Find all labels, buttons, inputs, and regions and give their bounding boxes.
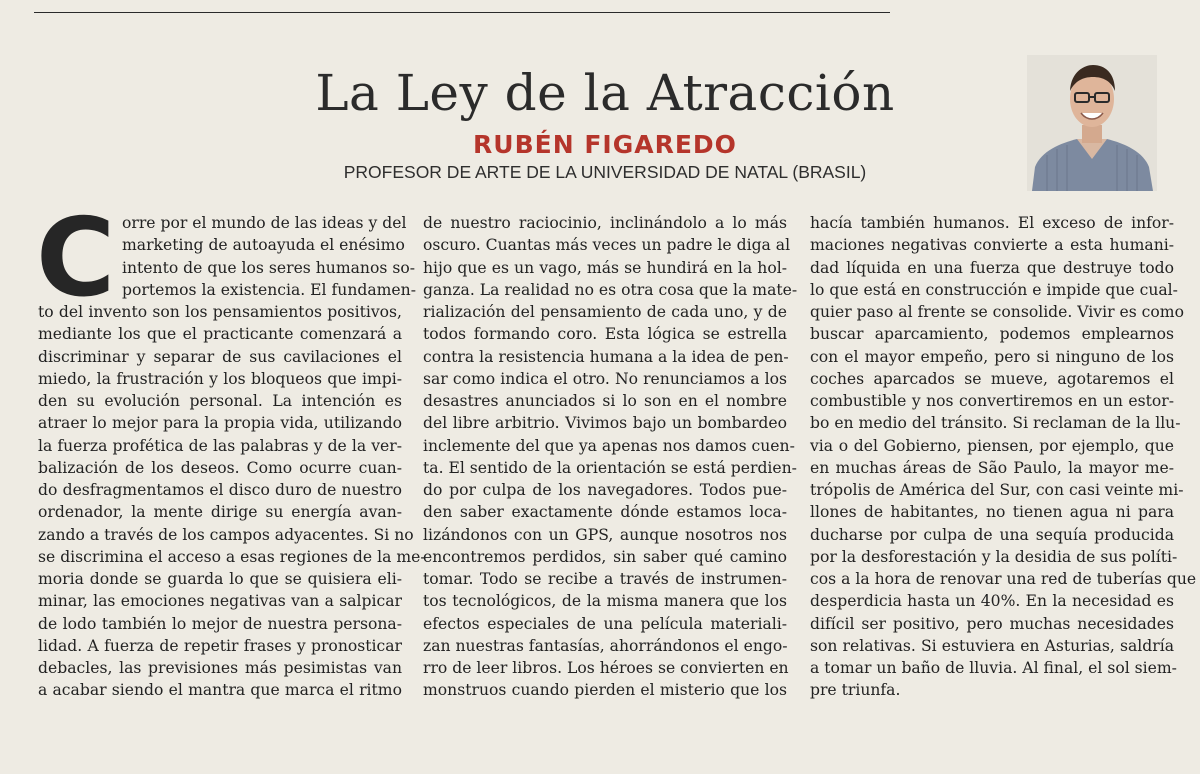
- article-line: monstruos cuando pierden el misterio que los: [423, 681, 787, 700]
- article-line: llones de habitantes, no tienen agua ni para: [810, 503, 1174, 522]
- author-name: RUBÉN FIGAREDO: [473, 130, 737, 159]
- article-line: de nuestro raciocinio, inclinándolo a lo más: [423, 214, 787, 232]
- article-line: trópolis de América del Sur, con casi veinte mi-: [810, 481, 1184, 499]
- article-line: den saber exactamente dónde estamos loca-: [423, 503, 787, 522]
- article-line: del libre arbitrio. Vivimos bajo un bombardeo: [423, 414, 787, 433]
- article-line: intento de que los seres humanos so-: [122, 258, 415, 277]
- article-line: de lodo también lo mejor de nuestra persona-: [38, 614, 402, 633]
- article-line: difícil ser positivo, pero muchas necesidades: [810, 614, 1174, 633]
- article-line: oscuro. Cuantas más veces un padre le diga al: [423, 236, 791, 255]
- article-line: tos tecnológicos, de la misma manera que los: [423, 592, 787, 611]
- article-line: ganza. La realidad no es otra cosa que la mate-: [423, 280, 798, 299]
- article-line: encontremos perdidos, sin saber qué camino: [423, 547, 787, 566]
- article-line: moria donde se guarda lo que se quisiera eli-: [38, 570, 402, 588]
- article-line: to del invento son los pensamientos positivos,: [38, 303, 402, 321]
- article-line: hijo que es un vago, más se hundirá en la hol-: [423, 258, 787, 277]
- article-line: se discrimina el acceso a esas regiones de la me-: [38, 547, 426, 566]
- article-column-1: [36, 196, 426, 702]
- article-line: contra la resistencia humana a la idea de pen-: [423, 347, 789, 366]
- article-line: ta. El sentido de la orientación se está perdien-: [423, 458, 797, 477]
- article-line: sar como indica el otro. No renunciamos a los: [423, 369, 787, 388]
- article-line: combustible y nos convertiremos en un estor-: [810, 392, 1174, 410]
- article-line: lo que está en construcción e impide que cual-: [810, 280, 1178, 299]
- headline: La Ley de la Atracción: [315, 64, 895, 122]
- article-line: rialización del pensamiento de cada uno, y de: [423, 303, 787, 321]
- article-line: cos a la hora de renovar una red de tuberías que: [810, 570, 1197, 588]
- article-line: do por culpa de los navegadores. Todos pue-: [423, 481, 787, 499]
- top-rule: [34, 12, 890, 13]
- article-line: ordenador, la mente dirige su energía avan-: [38, 503, 402, 522]
- article-line: mediante los que el practicante comenzará a: [38, 325, 402, 344]
- article-column-2: [423, 212, 798, 702]
- article-line: zando a través de los campos adyacentes. Si no: [38, 525, 414, 544]
- article-line: por la desforestación y la desidia de sus políti-: [810, 547, 1178, 566]
- article-line: debacles, las previsiones más pesimistas van: [38, 659, 402, 677]
- article-line: orre por el mundo de las ideas y del: [122, 214, 407, 232]
- article-line: lizándonos con un GPS, aunque nosotros nos: [423, 525, 787, 544]
- article-line: hacía también humanos. El exceso de infor-: [810, 214, 1174, 232]
- article-line: dad líquida en una fuerza que destruye todo: [810, 258, 1174, 277]
- article-line: bo en medio del tránsito. Si reclaman de la llu-: [810, 414, 1181, 433]
- article-line: a tomar un baño de lluvia. Al final, el sol siem-: [810, 659, 1177, 677]
- article-line: miedo, la frustración y los bloqueos que impi-: [38, 369, 402, 388]
- article-line: do desfragmentamos el disco duro de nuestro: [38, 481, 402, 499]
- article-line: tomar. Todo se recibe a través de instrumen-: [423, 570, 787, 588]
- article-line: con el mayor empeño, pero si ninguno de los: [810, 347, 1174, 366]
- author-portrait-image: [1027, 55, 1157, 191]
- drop-cap: C: [36, 196, 116, 321]
- article-line: den su evolución personal. La intención es: [38, 392, 402, 410]
- article-line: discriminar y separar de sus cavilaciones el: [38, 347, 402, 366]
- article-line: todos formando coro. Esta lógica se estrella: [423, 325, 787, 344]
- author-role: PROFESOR DE ARTE DE LA UNIVERSIDAD DE NATAL (BRASIL): [343, 162, 867, 182]
- article-line: efectos especiales de una película materiali-: [423, 614, 787, 633]
- article-line: son relativas. Si estuviera en Asturias, saldría: [810, 636, 1174, 655]
- article-column-3: [810, 212, 1197, 702]
- article-line: atraer lo mejor para la propia vida, utilizando: [38, 414, 402, 433]
- article-line: desperdicia hasta un 40%. En la necesidad es: [810, 592, 1174, 611]
- article-line: inclemente del que ya apenas nos damos cuen-: [423, 436, 795, 455]
- article-line: balización de los deseos. Como ocurre cuan-: [38, 458, 402, 477]
- article-line: desastres anunciados si lo son en el nombre: [423, 392, 787, 410]
- article-line: portemos la existencia. El fundamen-: [122, 280, 416, 299]
- article-line: marketing de autoayuda el enésimo: [122, 236, 405, 255]
- article-line: coches aparcados se mueve, agotaremos el: [810, 369, 1174, 388]
- article-line: ducharse por culpa de una sequía producida: [810, 525, 1174, 544]
- article-line: la fuerza profética de las palabras y de la ver-: [38, 436, 402, 455]
- article-line: en muchas áreas de São Paulo, la mayor me-: [810, 458, 1174, 477]
- article-line: via o del Gobierno, piensen, por ejemplo, que: [810, 436, 1174, 455]
- article-line: minar, las emociones negativas van a salpicar: [38, 592, 402, 611]
- article-line: buscar aparcamiento, podemos emplearnos: [810, 325, 1174, 344]
- article-line: a acabar siendo el mantra que marca el ritmo: [38, 681, 402, 700]
- article-line: quier paso al frente se consolide. Vivir es como: [810, 303, 1184, 321]
- article-line: rro de leer libros. Los héroes se convierten en: [423, 659, 789, 677]
- article-line: lidad. A fuerza de repetir frases y pronosticar: [38, 636, 402, 655]
- article-line: zan nuestras fantasías, ahorrándonos el engo-: [423, 636, 788, 655]
- article-line: pre triunfa.: [810, 681, 901, 700]
- article-line: maciones negativas convierte a esta humani-: [810, 236, 1174, 255]
